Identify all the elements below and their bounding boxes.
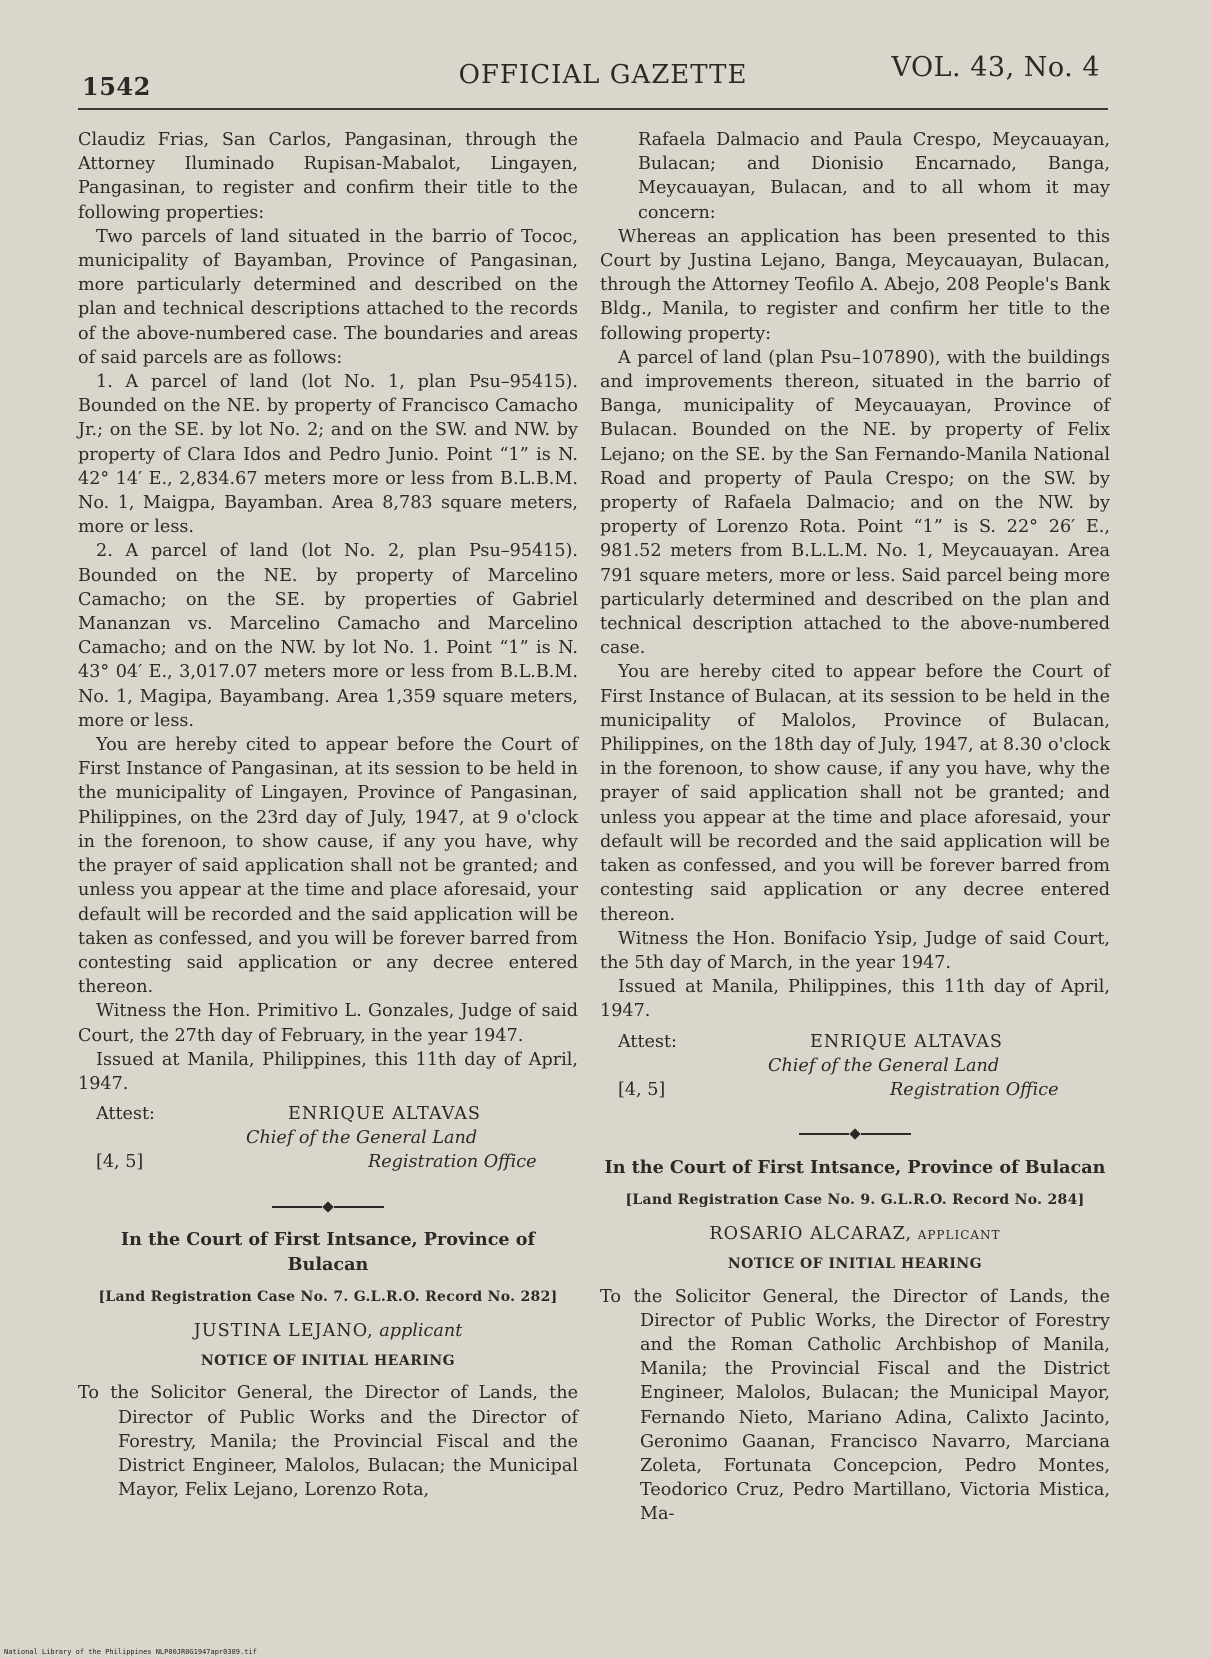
applicant-role: applicant <box>379 1320 463 1341</box>
applicant-role: applicant <box>917 1224 1001 1245</box>
scan-footer: National Library of the Philippines NLP00JR0G1947apr0389.tif <box>4 1648 257 1656</box>
paragraph: Rafaela Dalmacio and Paula Crespo, Meycauayan, Bulacan; and Dionisio Encarnado, Banga, Meycauayan, Bulacan, and to all whom it may concern: <box>638 130 1110 223</box>
addressee-paragraph: To the Solicitor General, the Director of Lands, the Director of Public Works, the Director of Forestry and the Roman Catholic Archbishop of Manila, Manila; the Provincial Fiscal and the District Engineer, Malolos, Bulacan; the Municipal Mayor, Fernando Nieto, Mariano Adina, Calixto Jacinto, Geronimo Gaanan, Francisco Navarro, Marciana Zoleta, Fortunata Concepcion, Pedro Montes, Teodorico Cruz, Pedro Martillano, Victoria Mistica, Ma- <box>600 1286 1110 1525</box>
issue-reference: [4, 5] <box>618 1079 666 1100</box>
paragraph: Two parcels of land situated in the barrio of Tococ, municipality of Bayamban, Province of Pangasinan, more particularly determined and described on the plan and technical descriptions attached to the records of the above-numbered case. The boundaries and areas of said parcels are as follows: <box>78 226 578 368</box>
applicant-name: JUSTINA LEJANO, <box>193 1320 374 1341</box>
paragraph: 1. A parcel of land (lot No. 1, plan Psu–95415). Bounded on the NE. by property of Francisco Camacho Jr.; on the SE. by lot No. 2; and on the SW. and NW. by property of Clara Idos and Pedro Junio. Point “1” is N. 42° 14′ E., 2,834.67 meters more or less from B.L.B.M. No. 1, Maigpa, Bayamban. Area 8,783 square meters, more or less. <box>78 372 578 538</box>
paragraph: Whereas an application has been presented to this Court by Justina Lejano, Banga, Meycauayan, Bulacan, through the Attorney Teofilo A. Abejo, 208 People's Bank Bldg., Manila, to register and confirm her title to the following property: <box>600 226 1110 344</box>
attest-title: Registration Office <box>368 1152 537 1173</box>
attest-title: Chief of the General Land <box>768 1055 1000 1076</box>
attest-title: Chief of the General Land <box>246 1128 478 1149</box>
notice-heading: NOTICE OF INITIAL HEARING <box>200 1353 456 1370</box>
attest-name: ENRIQUE ALTAVAS <box>288 1104 481 1125</box>
volume-number: VOL. 43, No. 4 <box>891 52 1100 83</box>
addressee-paragraph: To the Solicitor General, the Director of Lands, the Director of Public Works and the Director of Forestry, Manila; the Provincial Fiscal and the District Engineer, Malolos, Bulacan; the Municipal Mayor, Felix Lejano, Lorenzo Rota, <box>78 1383 578 1501</box>
header-rule <box>78 108 1108 110</box>
paragraph: You are hereby cited to appear before the Court of First Instance of Bulacan, at its session to be held in the municipality of Malolos, Province of Bulacan, Philippines, on the 18th day of July, 1947, at 8.30 o'clock in the forenoon, to show cause, if any you have, why the prayer of said application shall not be granted; and unless you appear at the time and place aforesaid, your default will be recorded and the said application will be taken as confessed, and you will be forever barred from contesting said application or any decree entered thereon. <box>600 662 1110 925</box>
paragraph: Witness the Hon. Bonifacio Ysip, Judge of said Court, the 5th day of March, in the year 1947. <box>600 928 1110 973</box>
attest-title: Registration Office <box>890 1079 1059 1100</box>
attest-name: ENRIQUE ALTAVAS <box>810 1031 1003 1052</box>
page-number: 1542 <box>82 72 151 101</box>
attest-block <box>600 1030 1110 1114</box>
attest-label: Attest: <box>618 1031 677 1052</box>
paragraph: You are hereby cited to appear before the Court of First Instance of Pangasinan, at its session to be held in the municipality of Lingayen, Province of Pangasinan, Philippines, on the 23rd day of July, 1947, at 9 o'clock in the forenoon, to show cause, if any you have, why the prayer of said application shall not be granted; and unless you appear at the time and place aforesaid, your default will be recorded and the said application will be taken as confessed, and you will be forever barred from contesting said application or any decree entered thereon. <box>78 735 578 998</box>
applicant-line <box>78 1319 578 1343</box>
applicant-name: ROSARIO ALCARAZ, <box>709 1224 913 1245</box>
paragraph: Issued at Manila, Philippines, this 11th day of April, 1947. <box>600 977 1110 1022</box>
paragraph: A parcel of land (plan Psu–107890), with the buildings and improvements thereon, situated in the barrio of Banga, municipality of Meycauayan, Province of Bulacan. Bounded on the NE. by property of Felix Lejano; on the SE. by the San Fernando-Manila National Road and property of Paula Crespo; on the SW. by property of Rafaela Dalmacio; and on the NW. by property of Lorenzo Rota. Point “1” is S. 22° 26′ E., 981.52 meters from B.L.L.M. No. 1, Meycauayan. Area 791 square meters, more or less. Said parcel being more particularly determined and described on the plan and technical description attached to the above-numbered case. <box>600 347 1110 659</box>
issue-reference: [4, 5] <box>96 1152 144 1173</box>
court-heading: In the Court of First Intsance, Province of Bulacan <box>604 1156 1106 1178</box>
court-heading: In the Court of First Intsance, Province of Bulacan <box>120 1229 536 1275</box>
attest-label: Attest: <box>96 1104 155 1125</box>
paragraph: Issued at Manila, Philippines, this 11th day of April, 1947. <box>78 1049 578 1094</box>
applicant-line <box>600 1222 1110 1246</box>
left-column <box>78 128 578 1502</box>
page-header <box>78 52 1108 102</box>
publication-title: OFFICIAL GAZETTE <box>458 60 748 90</box>
attest-block <box>78 1102 578 1186</box>
section-divider <box>78 1194 578 1218</box>
right-column <box>600 128 1110 1527</box>
case-reference: [Land Registration Case No. 7. G.L.R.O. Record No. 282] <box>98 1288 558 1305</box>
section-divider <box>600 1122 1110 1146</box>
notice-heading: NOTICE OF INITIAL HEARING <box>727 1256 983 1273</box>
paragraph: Claudiz Frias, San Carlos, Pangasinan, through the Attorney Iluminado Rupisan-Mabalot, Lingayen, Pangasinan, to register and confirm their title to the following properties: <box>78 130 578 223</box>
paragraph: 2. A parcel of land (lot No. 2, plan Psu–95415). Bounded on the NE. by property of Marcelino Camacho; on the SE. by properties of Gabriel Mananzan vs. Marcelino Camacho and Marcelino Camacho; and on the NW. by lot No. 1. Point “1” is N. 43° 04′ E., 3,017.07 meters more or less from B.L.B.M. No. 1, Magipa, Bayambang. Area 1,359 square meters, more or less. <box>78 541 578 731</box>
case-reference: [Land Registration Case No. 9. G.L.R.O. Record No. 284] <box>625 1191 1085 1208</box>
paragraph: Witness the Hon. Primitivo L. Gonzales, Judge of said Court, the 27th day of February, in the year 1947. <box>78 1001 578 1046</box>
